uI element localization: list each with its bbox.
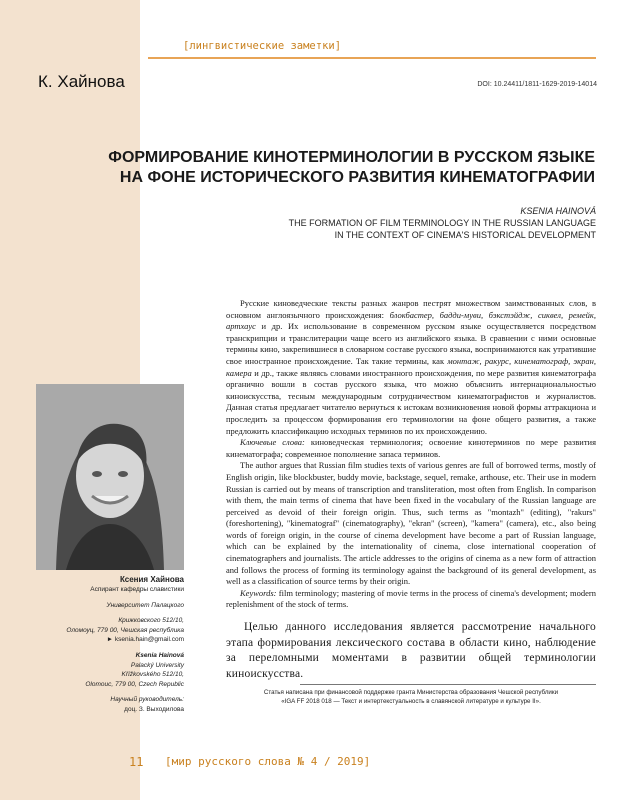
author-portrait-illustration bbox=[36, 384, 184, 570]
page-number: 11 bbox=[129, 755, 144, 769]
keywords-ru: Ключевые слова: киноведческая терминология; освоение кинотерминов по мере развития кинематографа; современное пополнение запаса терминов. bbox=[226, 437, 596, 459]
english-title-block bbox=[176, 205, 596, 241]
supervisor-label: Научный руководитель: bbox=[110, 696, 184, 704]
supervisor-name: доц. З. Выходилова bbox=[124, 705, 184, 713]
footnote-rule bbox=[300, 684, 596, 685]
article-title bbox=[95, 148, 595, 188]
footnote-line-1: Статья написана при финансовой поддержке гранта Министерства образования Чешской республики bbox=[263, 689, 559, 696]
address-line-2-ru: Оломоуц, 779 00, Чешская республика bbox=[66, 626, 184, 634]
journal-footer: [мир русского слова № 4 / 2019] bbox=[165, 755, 371, 768]
abstract-ru: Русские киноведческие тексты разных жанров пестрят множеством заимствованных слов, в основном англоязычного происхождения: блокбастер, бадди-муви, бэкстэйдж, сиквел, ремейк, артхаус и др. Их использование в современном русском языке осуществляется посредством транскрипции и транслитерации чаще всего из английского языка. В сравнении с ними основные термины кино, закрепившиеся в словарном составе русского языка, воспринимаются как утратившие свое иностранное происхождение. Так такие термины, как монтаж, ракурс, кинематограф, экран, камера и др., также являясь словами иностранного происхождения, по мере развития кинематографа органично вошли в состав русского языка, что можно объяснить интернациональностью киноискусства, тесным международным сотрудничеством кинематографистов и журналистов. Данная статья предлагает читателю вернуться к истокам возникновения новой формы аттракциона и проследить за процессом формирования его терминологии на фоне общего развития, а также предложить классификацию исходных терминов по их происхождению. bbox=[226, 298, 596, 436]
abstract-en: The author argues that Russian film studies texts of various genres are full of borrowed terms, mostly of English origin, like blockbuster, buddy movie, backstage, sequel, remake, arthouse, etc. Their use in modern Russian is carried out by means of transcription and transliteration, most often from English. In comparison with them, the main terms of cinema that have been fixed in the vocabulary of the Russian language are perceived as devoid of their foreign origin. Thus, such terms as "montazh" (editing), "rakurs" (foreshortening), "kinematograf" (cinematography), "ekran" (screen), "kamera" (camera), etc., also being words of foreign origin, in the course of cinema development have become a part of Russian language, which can be explained by the internationality of cinema, close international cooperation of cinematographers and journalists. The article addresses to the origins of cinema as a new form of attraction and follows the process of forming its terminology against the background of its general development, as well as a classification of source terms by their origin. bbox=[226, 460, 596, 587]
author-email[interactable]: ► ksenia.hain@gmail.com bbox=[106, 636, 184, 644]
address-line-1-en: Křížkovského 512/10, bbox=[121, 671, 184, 679]
keywords-en: Keywords: film terminology; mastering of movie terms in the process of cinema's development; modern replenishment of the stock of terms. bbox=[226, 587, 596, 610]
intro-paragraph-block bbox=[226, 620, 596, 682]
english-author: KSENIA HAINOVÁ bbox=[520, 206, 596, 216]
english-title-line-2: IN THE CONTEXT OF CINEMA'S HISTORICAL DEVELOPMENT bbox=[334, 230, 596, 240]
doi[interactable]: DOI: 10.24411/1811-1629-2019-14014 bbox=[477, 81, 597, 88]
author-card bbox=[36, 574, 184, 715]
footnote-line-2: «IGA FF 2018 018 — Текст и интертекстуальность в славянской литературе и культуре II». bbox=[281, 698, 541, 705]
title-line-2: НА ФОНЕ ИСТОРИЧЕСКОГО РАЗВИТИЯ КИНЕМАТОГРАФИИ bbox=[119, 169, 595, 186]
author-position-ru: Аспирант кафедры славистики bbox=[90, 586, 184, 593]
author-name-ru: Ксения Хайнова bbox=[120, 575, 184, 584]
title-line-1: ФОРМИРОВАНИЕ КИНОТЕРМИНОЛОГИИ В РУССКОМ ЯЗЫКЕ bbox=[108, 149, 595, 166]
header-rule bbox=[148, 57, 596, 59]
university-en: Palacký University bbox=[130, 661, 184, 669]
author-name-en: Ksenia Hainová bbox=[135, 651, 184, 659]
address-line-1-ru: Крижковского 512/10, bbox=[118, 617, 184, 625]
address-line-2-en: Olomouc, 779 00, Czech Republic bbox=[85, 680, 184, 688]
author-photo bbox=[36, 384, 184, 570]
english-title-line-1: THE FORMATION OF FILM TERMINOLOGY IN THE RUSSIAN LANGUAGE bbox=[288, 218, 596, 228]
running-author: К. Хайнова bbox=[38, 72, 125, 91]
intro-paragraph: Целью данного исследования является рассмотрение начального этапа формирования лексического состава в области кино, наблюдение за переломными моментами в развитии общей терминологии киноискусства. bbox=[226, 621, 596, 680]
university-ru: Университет Палацкого bbox=[106, 601, 184, 609]
abstract bbox=[226, 298, 596, 611]
section-tag: [лингвистические заметки] bbox=[183, 40, 342, 52]
footnote bbox=[226, 688, 596, 706]
